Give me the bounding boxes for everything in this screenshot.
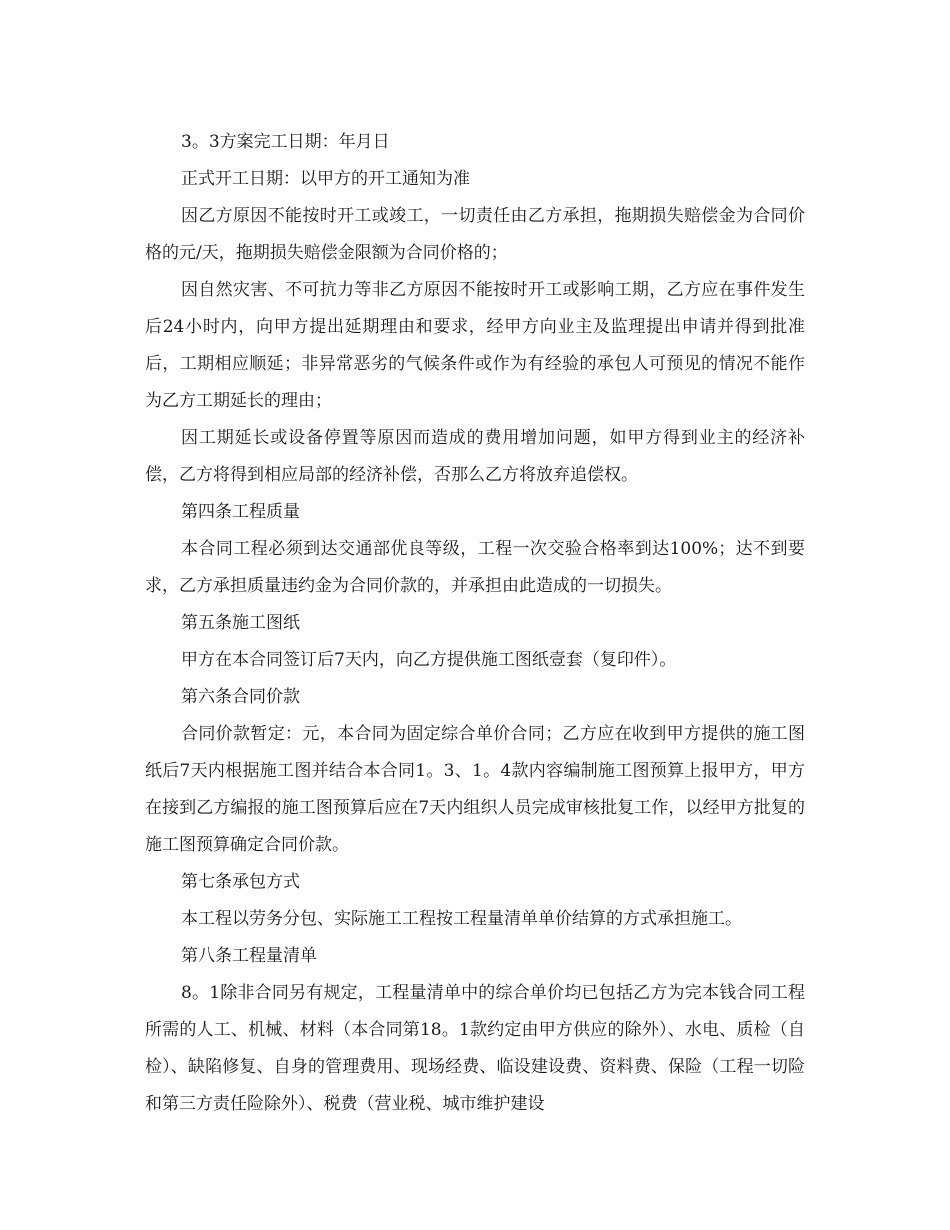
- paragraph-contract-price: 合同价款暂定：元，本合同为固定综合单价合同；乙方应在收到甲方提供的施工图纸后7天内根据施工图并结合本合同1。3、1。4款内容编制施工图预算上报甲方，甲方在接到乙方编报的施工图预算后应在7天内组织人员完成审核批复工作，以经甲方批复的施工图预算确定合同价款。: [145, 724, 805, 855]
- paragraph-bill-of-quantities: 8。1除非合同另有规定，工程量清单中的综合单价均已包括乙方为完本钱合同工程所需的人工、机械、材料（本合同第18。1款约定由甲方供应的除外）、水电、质检（自检）、缺陷修复、自身的管理费用、现场经费、临设建设费、资料费、保险（工程一切险和第三方责任险除外）、税费（营业税、城市维护建设: [145, 983, 805, 1114]
- paragraph-quality: 本合同工程必须到达交通部优良等级，工程一次交验合格率到达100%；达不到要求，乙方承担质量违约金为合同价款的，并承担由此造成的一切损失。: [145, 539, 805, 596]
- heading-article-7: 第七条承包方式: [181, 872, 300, 892]
- paragraph-delay-penalty: 因乙方原因不能按时开工或竣工，一切责任由乙方承担，拖期损失赔偿金为合同价格的元/天，拖期损失赔偿金限额为合同价格的；: [145, 206, 805, 263]
- paragraph-contract-method: 本工程以劳务分包、实际施工工程按工程量清单单价结算的方式承担施工。: [181, 909, 742, 929]
- heading-article-6: 第六条合同价款: [181, 687, 300, 707]
- paragraph-cost-increase: 因工期延长或设备停置等原因而造成的费用增加问题，如甲方得到业主的经济补偿，乙方将得到相应局部的经济补偿，否那么乙方将放弃追偿权。: [145, 428, 805, 485]
- heading-article-8: 第八条工程量清单: [181, 946, 317, 966]
- paragraph-start-date: 正式开工日期：以甲方的开工通知为准: [181, 169, 470, 189]
- document-body: [145, 124, 805, 1123]
- paragraph-completion-date: 3。3方案完工日期：年月日: [181, 132, 390, 152]
- paragraph-force-majeure: 因自然灾害、不可抗力等非乙方原因不能按时开工或影响工期，乙方应在事件发生后24小时内，向甲方提出延期理由和要求，经甲方向业主及监理提出申请并得到批准后，工期相应顺延；非异常恶劣的气候条件或作为有经验的承包人可预见的情况不能作为乙方工期延长的理由；: [145, 280, 805, 411]
- heading-article-5: 第五条施工图纸: [181, 613, 300, 633]
- heading-article-4: 第四条工程质量: [181, 502, 300, 522]
- paragraph-drawings: 甲方在本合同签订后7天内，向乙方提供施工图纸壹套（复印件）。: [181, 650, 677, 670]
